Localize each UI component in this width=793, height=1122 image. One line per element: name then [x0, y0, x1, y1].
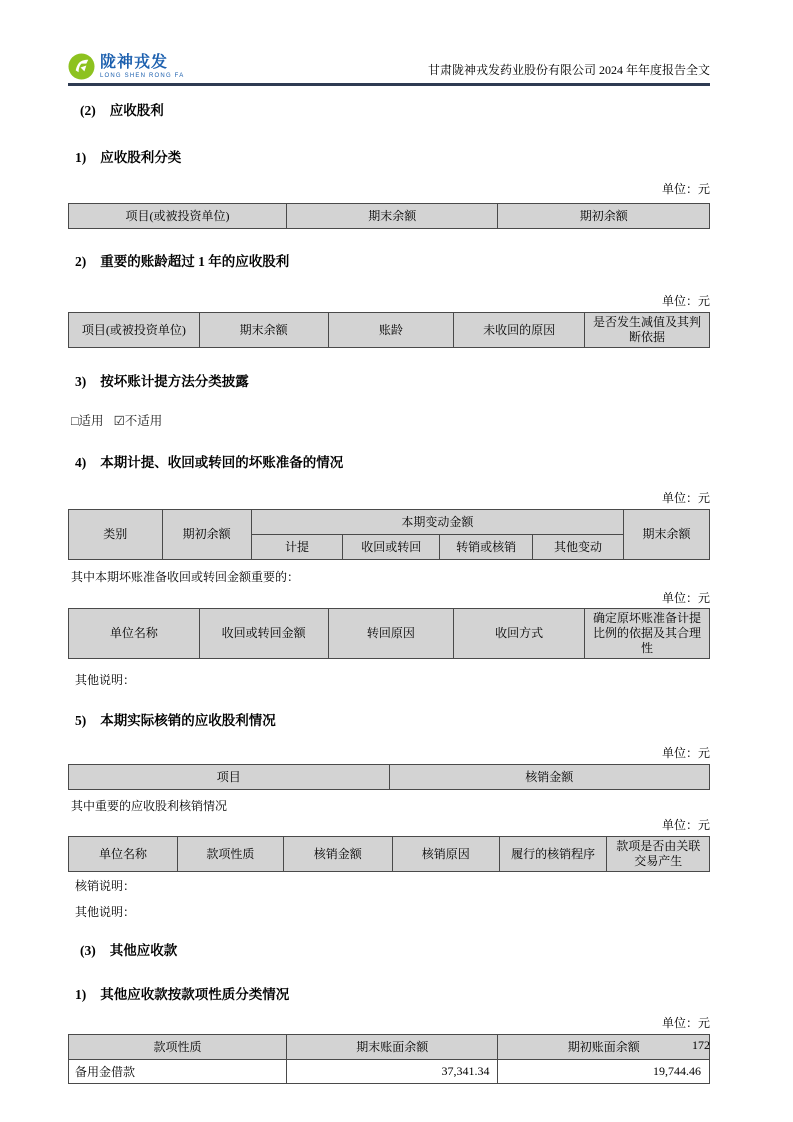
- table-dividend-classification: [68, 203, 710, 229]
- column-header: 项目(或被投资单位): [69, 313, 200, 348]
- column-header: 款项是否由关联交易产生: [607, 837, 710, 872]
- column-header: 款项性质: [69, 1035, 287, 1060]
- column-header: 是否发生减值及其判断依据: [584, 313, 709, 348]
- unit-label: 单位：元: [661, 818, 710, 832]
- section-heading-receivable-dividends: [80, 99, 710, 119]
- subsection-number: 1): [75, 150, 87, 165]
- cell-ending-balance: 37,341.34: [286, 1060, 498, 1084]
- cell-nature: 备用金借款: [69, 1060, 287, 1084]
- column-subheader: 转销或核销: [440, 535, 533, 560]
- unit-label: 单位：元: [661, 591, 710, 605]
- table-important-writeoff: [68, 836, 710, 872]
- column-subheader: 其他变动: [533, 535, 624, 560]
- column-header: 类别: [69, 510, 163, 560]
- note-writeoff: 核销说明：: [75, 879, 136, 893]
- subsection-heading-bad-debt-method: [75, 370, 710, 390]
- unit-label: 单位：元: [661, 746, 710, 760]
- column-header: 未收回的原因: [454, 313, 585, 348]
- table-aged-dividends: [68, 312, 710, 348]
- column-header: 单位名称: [69, 837, 178, 872]
- column-header: 期初余额: [162, 510, 251, 560]
- page-content: [0, 83, 793, 1084]
- subsection-number: 1): [75, 987, 87, 1002]
- note-other-1: 其他说明：: [75, 673, 136, 687]
- section-number: (2): [80, 103, 96, 118]
- subsection-title: 按坏账计提方法分类披露: [100, 374, 249, 389]
- subsection-heading-aged-over-1-year: [75, 250, 710, 270]
- column-header: 期末账面余额: [286, 1035, 498, 1060]
- checkbox-not-applicable: ☑不适用: [113, 414, 163, 428]
- column-header: 期末余额: [199, 313, 328, 348]
- subsection-title: 本期实际核销的应收股利情况: [100, 713, 276, 728]
- column-header: 核销原因: [392, 837, 499, 872]
- column-header: 期初余额: [498, 204, 710, 229]
- report-title: 甘肃陇神戎发药业股份有限公司 2024 年年度报告全文: [427, 63, 710, 77]
- section-heading-other-receivables: [80, 939, 710, 959]
- column-header: 收回方式: [454, 609, 585, 659]
- note-writeoff-important: 其中重要的应收股利核销情况: [71, 799, 228, 813]
- table-writeoff-summary: [68, 764, 710, 790]
- subsection-title: 本期计提、收回或转回的坏账准备的情况: [100, 455, 344, 470]
- column-group-header: 本期变动金额: [251, 510, 623, 535]
- column-header: 确定原坏账准备计提比例的依据及其合理性: [584, 609, 709, 659]
- column-header: 期末余额: [624, 510, 710, 560]
- column-header: 款项性质: [177, 837, 283, 872]
- column-header: 核销金额: [283, 837, 392, 872]
- note-recover-important: 其中本期坏账准备收回或转回金额重要的：: [71, 570, 300, 584]
- subsection-heading-other-receivables-nature: [75, 983, 710, 1003]
- column-header: 期末余额: [286, 204, 498, 229]
- page-header: [68, 46, 710, 86]
- column-header: 核销金额: [389, 765, 710, 790]
- unit-label: 单位：元: [661, 491, 710, 505]
- column-header: 期初账面余额: [498, 1035, 710, 1060]
- table-row: [69, 1060, 710, 1084]
- unit-label: 单位：元: [661, 1016, 710, 1030]
- subsection-number: 2): [75, 254, 87, 269]
- company-logo: [68, 53, 184, 80]
- section-title: 其他应收款: [109, 943, 178, 958]
- page-number: 172: [692, 1038, 710, 1052]
- applicability-row: [71, 411, 710, 429]
- subsection-title: 应收股利分类: [100, 150, 182, 165]
- column-header: 收回或转回金额: [199, 609, 328, 659]
- cell-beginning-balance: 19,744.46: [498, 1060, 710, 1084]
- column-subheader: 计提: [251, 535, 343, 560]
- column-header: 履行的核销程序: [499, 837, 607, 872]
- note-other-2: 其他说明：: [75, 905, 136, 919]
- unit-label: 单位：元: [661, 182, 710, 196]
- section-number: (3): [80, 943, 96, 958]
- column-header: 转回原因: [328, 609, 454, 659]
- subsection-heading-classification: [75, 146, 710, 166]
- logo-brand-name: 陇神戎发: [100, 53, 169, 71]
- column-header: 单位名称: [69, 609, 200, 659]
- subsection-heading-provision-changes: [75, 451, 710, 471]
- subsection-title: 重要的账龄超过 1 年的应收股利: [100, 254, 290, 269]
- subsection-number: 5): [75, 713, 87, 728]
- column-subheader: 收回或转回: [343, 535, 440, 560]
- table-other-receivables: [68, 1034, 710, 1084]
- table-recovered-provision: [68, 608, 710, 659]
- column-header: 项目(或被投资单位): [69, 204, 287, 229]
- logo-icon: [68, 53, 95, 80]
- subsection-number: 3): [75, 374, 87, 389]
- column-header: 项目: [69, 765, 390, 790]
- table-bad-debt-provision: [68, 509, 710, 560]
- subsection-number: 4): [75, 455, 87, 470]
- checkbox-applicable: □适用: [71, 414, 104, 428]
- subsection-title: 其他应收款按款项性质分类情况: [100, 987, 290, 1002]
- unit-label: 单位：元: [661, 294, 710, 308]
- section-title: 应收股利: [109, 103, 164, 118]
- column-header: 账龄: [328, 313, 454, 348]
- logo-brand-subtitle: LONG SHEN RONG FA: [100, 72, 185, 79]
- subsection-heading-actual-writeoff: [75, 709, 710, 729]
